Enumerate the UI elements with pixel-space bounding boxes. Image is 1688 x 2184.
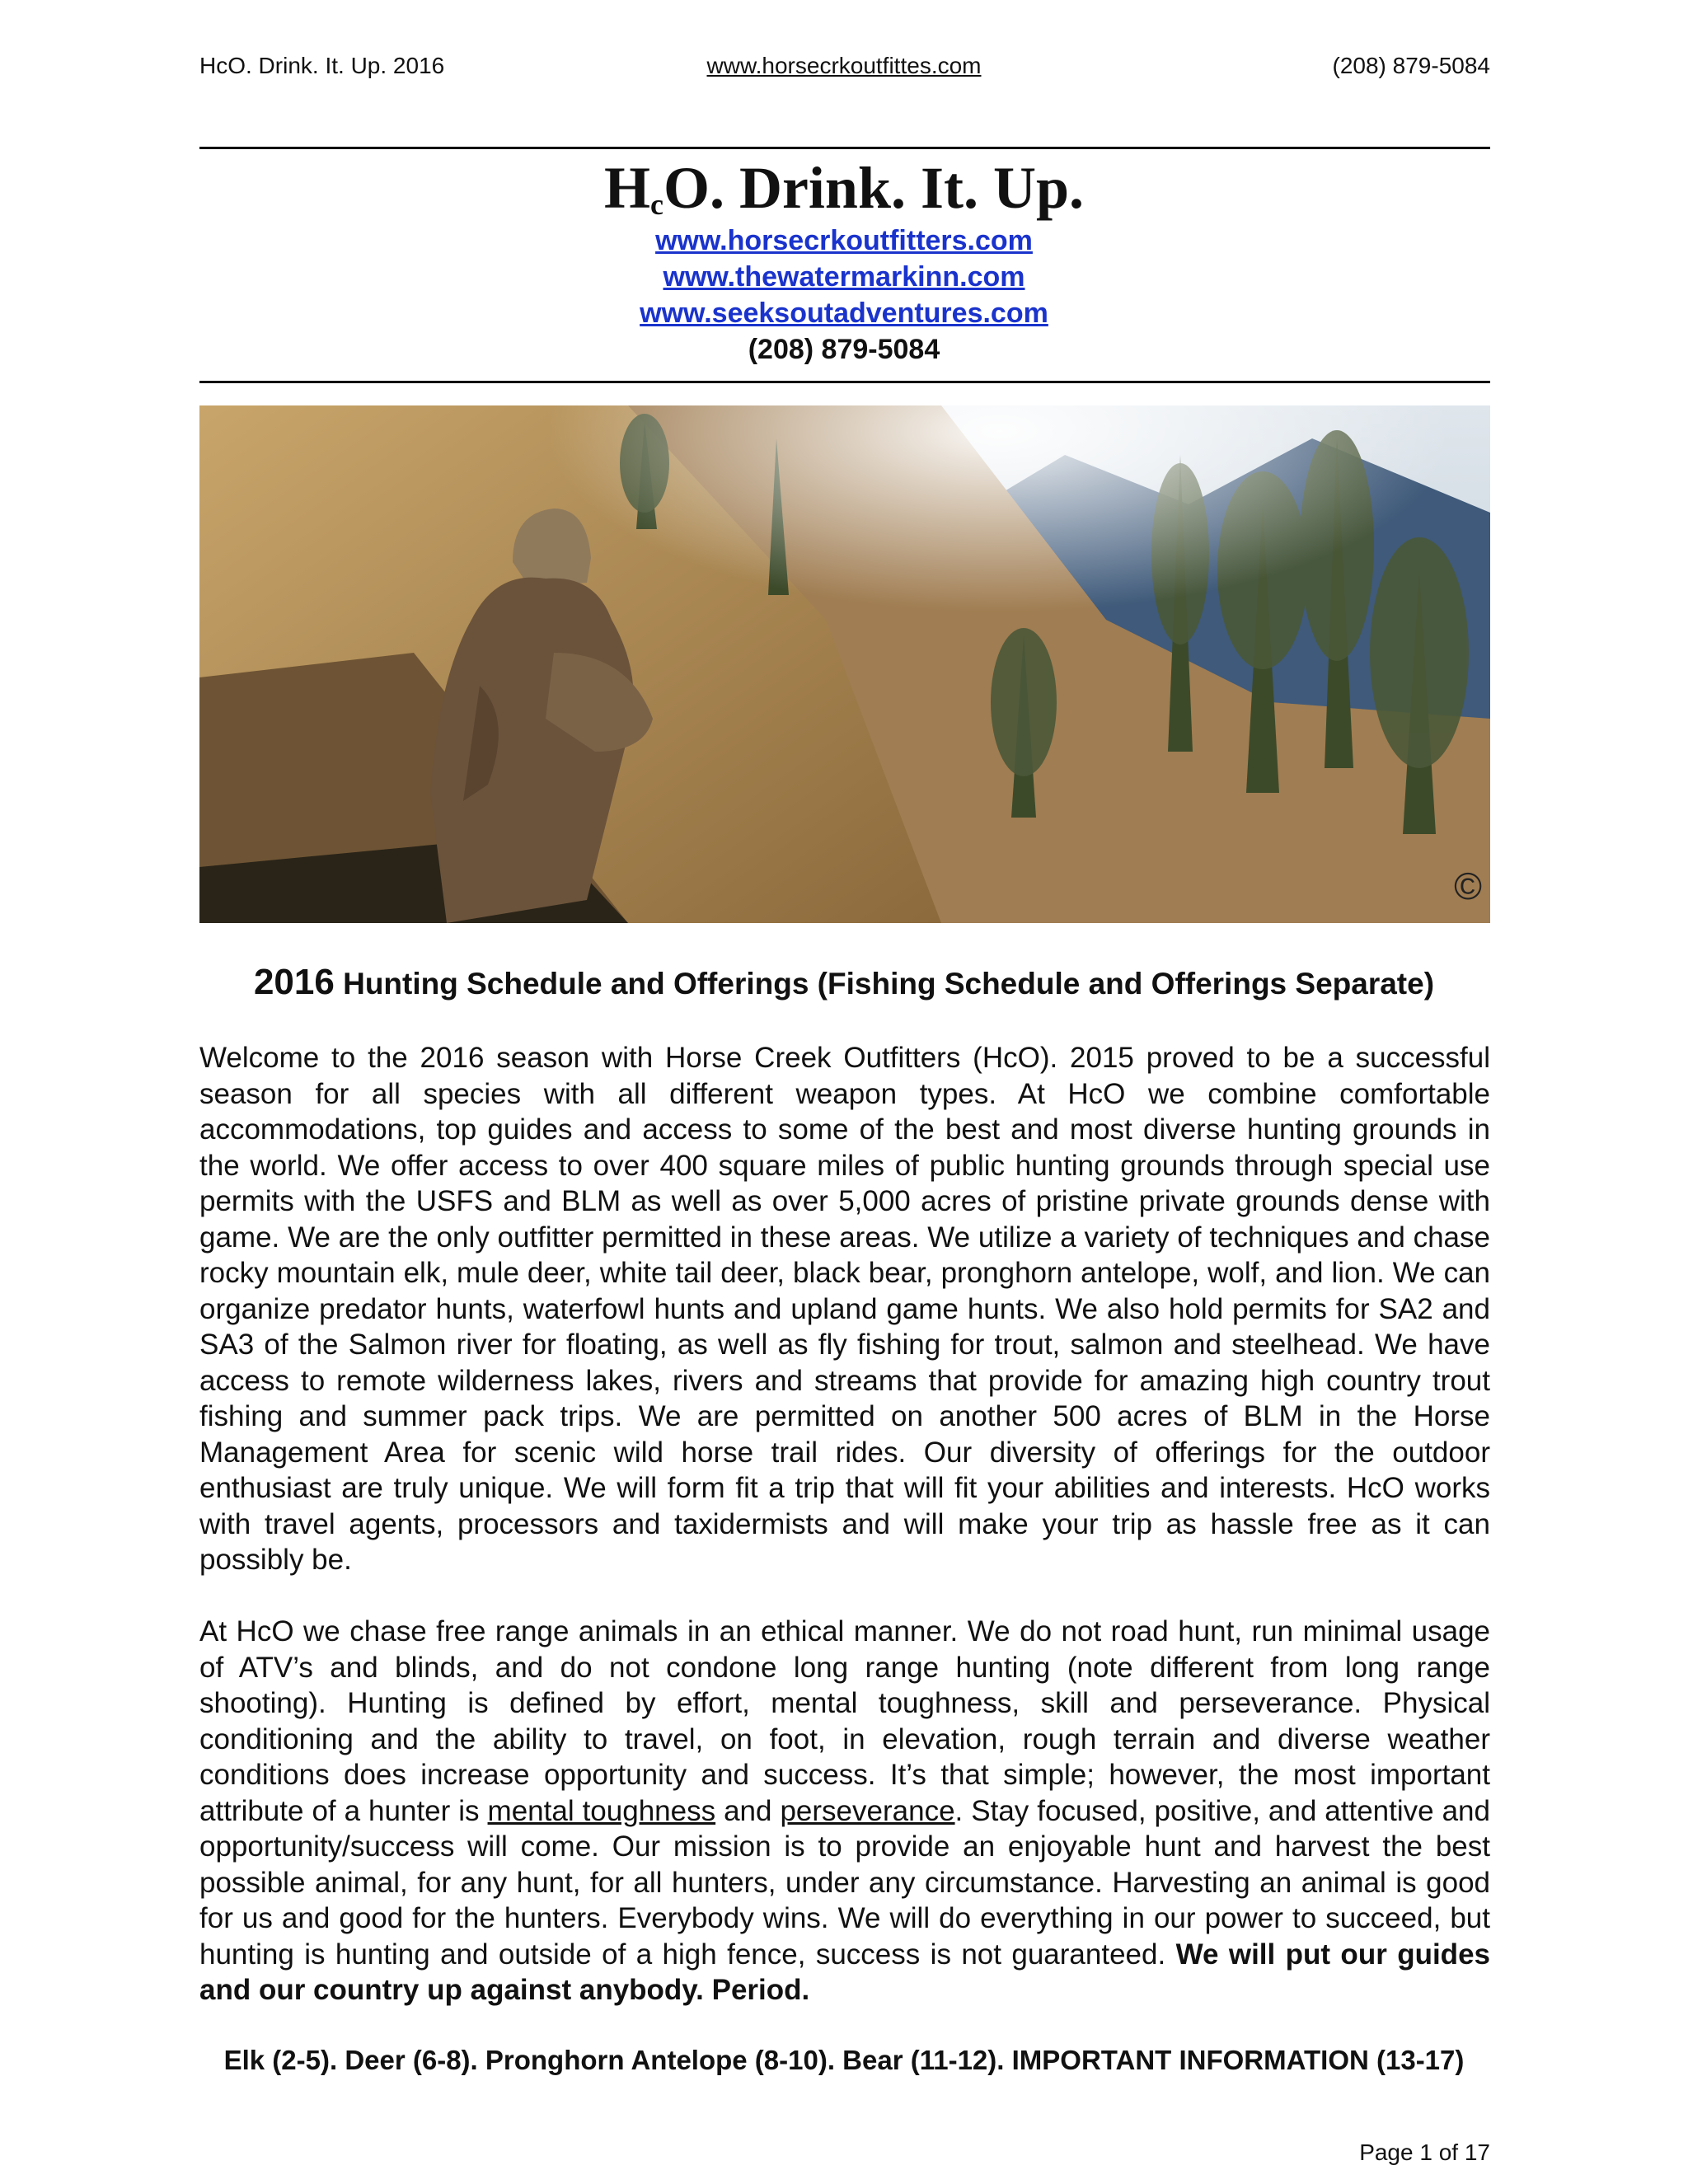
hero-photo [199,405,1490,923]
mental-toughness-text: mental toughness [487,1794,716,1827]
perseverance-text: perseverance [780,1794,955,1827]
section-index: Elk (2-5). Deer (6-8). Pronghorn Antelope (8-10). Bear (11-12). IMPORTANT INFORMATION (13-17) [223,2045,1465,2075]
masthead-phone: (208) 879-5084 [748,334,940,365]
section-title: 2016 Hunting Schedule and Offerings (Fishing Schedule and Offerings Separate) [253,962,1435,1002]
masthead-bottom-rule [199,381,1490,383]
link-horsecrkoutfitters[interactable]: www.horsecrkoutfitters.com [655,225,1033,256]
masthead-title: $H_cO$. Drink. It. Up. [603,155,1085,221]
header-left-title: HcO. Drink. It. Up. 2016 [199,53,445,78]
page-number: Page 1 of 17 [1359,2139,1490,2165]
header-website-link[interactable]: www.horsecrkoutfittes.com [706,53,982,78]
masthead-top-rule [199,147,1490,149]
hero-photo-illustration [199,405,1490,923]
masthead-links [0,223,1688,368]
link-seeksoutadventures[interactable]: www.seeksoutadventures.com [640,298,1048,329]
closing-statement: We will put our guides and our country up against anybody. Period. [199,1938,1490,2006]
intro-paragraph: Welcome to the 2016 season with Horse Creek Outfitters (HcO). 2015 proved to be a successful season for all species with all different weapon types. At HcO we combine comfortable accommodations, top guides and access to some of the best and most diverse hunting grounds in the world. We offer access to over 400 square miles of public hunting grounds through special use permits with the USFS and BLM as well as over 5,000 acres of pristine private grounds dense with game. We are the only outfitter permitted in these areas. We utilize a variety of techniques and chase rocky mountain elk, mule deer, white tail deer, black bear, pronghorn antelope, wolf, and lion. We can organize predator hunts, waterfowl hunts and upland game hunts. We also hold permits for SA2 and SA3 of the Salmon river for floating, as well as fly fishing for trout, salmon and steelhead. We have access to remote wilderness lakes, rivers and streams that provide for amazing high country trout fishing and summer pack trips. We are permitted on another 500 acres of BLM in the Horse Management Area for scenic wild horse trail rides. Our diversity of offerings for the outdoor enthusiast are truly unique. We will form fit a trip that will fit your abilities and interests. HcO works with travel agents, processors and taxidermists and will make your trip as hassle free as it can possibly be. [199,1042,1490,1576]
header-phone: (208) 879-5084 [1332,53,1490,78]
ethics-paragraph: At HcO we chase free range animals in an ethical manner. We do not road hunt, run minimal usage of ATV’s and blinds, and do not condone long range hunting (note different from long range shooting). Hunting is defined by effort, mental toughness, skill and perseverance. Physical conditioning and the ability to travel, on foot, in elevation, rough terrain and diverse weather conditions does increase opportunity and success. It’s that simple; however, the most important attribute of a hunter is mental toughness and perseverance. Stay focused, positive, and attentive and opportunity/success will come. Our mission is to provide an enjoyable hunt and harvest the best possible animal, for any hunt, for all hunters, under any circumstance. Harvesting an animal is good for us and good for the hunters. Everybody wins. We will do everything in our power to succeed, but hunting is hunting and outside of a high fence, success is not guaranteed. We will put our guides and our country up against anybody. Period. [199,1615,1490,2006]
copyright-symbol: © [1454,865,1482,907]
link-thewatermarkinn[interactable]: www.thewatermarkinn.com [663,261,1025,293]
